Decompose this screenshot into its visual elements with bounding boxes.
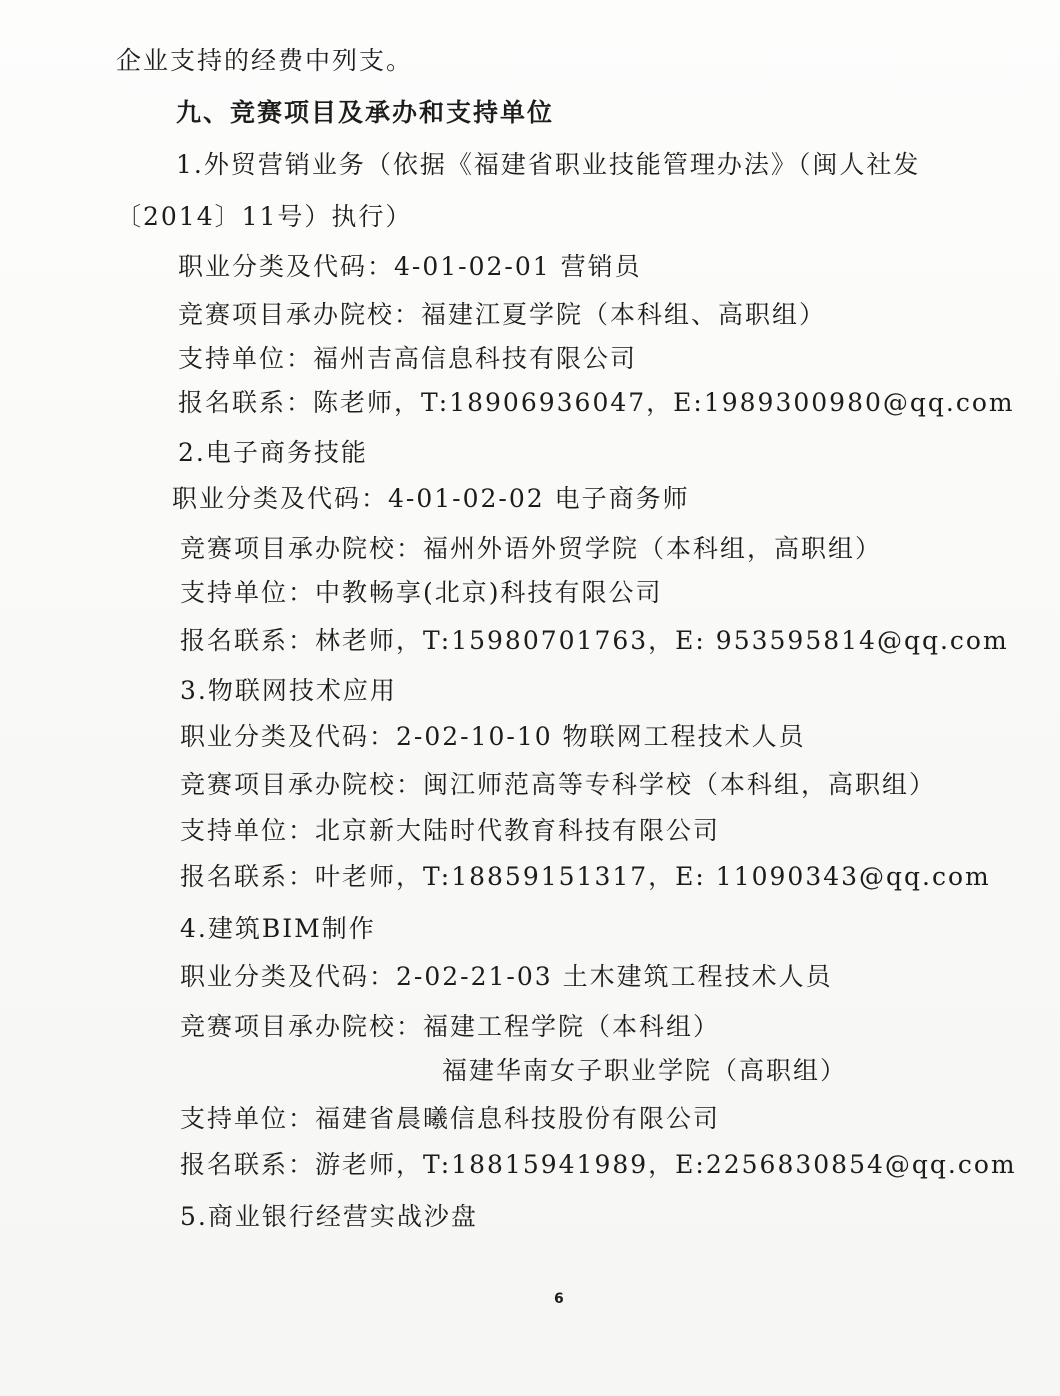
item-support: 支持单位：福建省晨曦信息科技股份有限公司: [180, 1104, 721, 1133]
item-occupation: 职业分类及代码：4-01-02-01 营销员: [178, 252, 642, 281]
section-heading: 九、竞赛项目及承办和支持单位: [176, 98, 555, 127]
item-title: 1.外贸营销业务（依据《福建省职业技能管理办法》（闽人社发: [176, 150, 921, 179]
item-contact: 报名联系：林老师，T:15980701763，E: 953595814@qq.com: [180, 626, 1009, 655]
item-contact: 报名联系：游老师，T:18815941989，E:2256830854@qq.com: [180, 1150, 1017, 1179]
item-contact: 报名联系：叶老师，T:18859151317，E: 11090343@qq.com: [180, 862, 991, 891]
item-title: 5.商业银行经营实战沙盘: [180, 1202, 478, 1231]
item-host: 竞赛项目承办院校：福建江夏学院（本科组、高职组）: [178, 300, 827, 329]
page-number: 6: [554, 1291, 564, 1307]
item-contact: 报名联系：陈老师，T:18906936047，E:1989300980@qq.com: [178, 388, 1015, 417]
item-title-continuation: 〔2014〕11号）执行）: [116, 202, 413, 231]
item-title: 3.物联网技术应用: [180, 676, 397, 705]
item-occupation: 职业分类及代码：2-02-10-10 物联网工程技术人员: [180, 722, 806, 751]
item-host: 竞赛项目承办院校：福州外语外贸学院（本科组，高职组）: [180, 534, 883, 563]
item-host-continuation: 福建华南女子职业学院（高职组）: [442, 1056, 848, 1085]
item-support: 支持单位：中教畅享(北京)科技有限公司: [180, 578, 663, 607]
item-support: 支持单位：北京新大陆时代教育科技有限公司: [180, 816, 721, 845]
item-title: 2.电子商务技能: [178, 438, 368, 467]
intro-line: 企业支持的经费中列支。: [116, 46, 414, 75]
item-title: 4.建筑BIM制作: [180, 914, 376, 943]
item-occupation: 职业分类及代码：2-02-21-03 土木建筑工程技术人员: [180, 962, 833, 991]
item-occupation: 职业分类及代码：4-01-02-02 电子商务师: [172, 484, 690, 513]
item-host: 竞赛项目承办院校：闽江师范高等专科学校（本科组，高职组）: [180, 770, 937, 799]
item-support: 支持单位：福州吉高信息科技有限公司: [178, 344, 638, 373]
item-host: 竞赛项目承办院校：福建工程学院（本科组）: [180, 1012, 721, 1041]
